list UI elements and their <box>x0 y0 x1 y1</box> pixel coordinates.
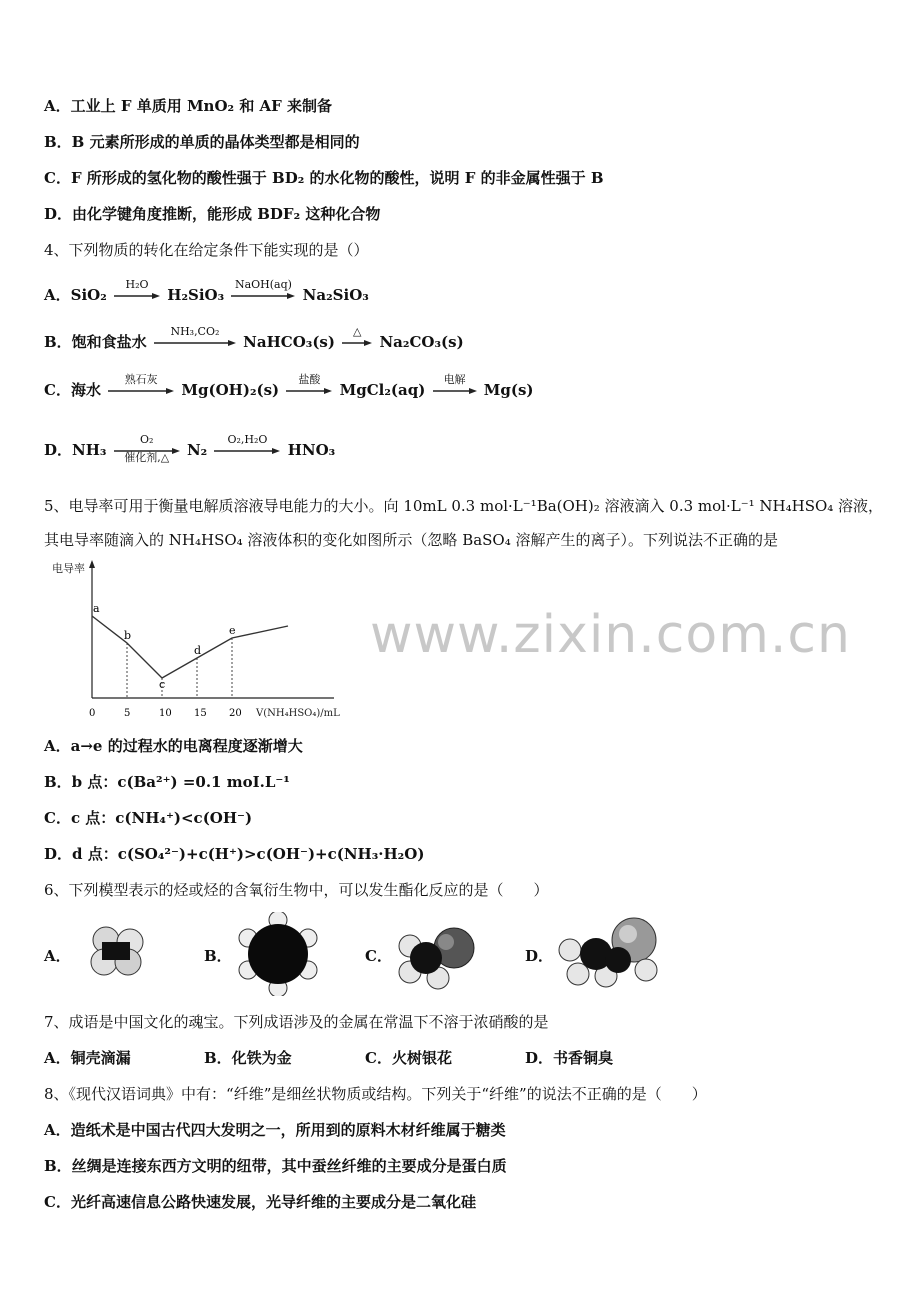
q6-option-d-label: D． <box>525 947 554 965</box>
reaction-arrow: 电解 <box>433 387 477 395</box>
point-label-d: d <box>194 644 202 657</box>
point-label-b: b <box>124 629 132 642</box>
q3-option-c: C．F 所形成的氢化物的酸性强于 BD₂ 的水化物的酸性，说明 F 的非金属性强于 B <box>44 169 604 187</box>
chart-ylabel: 电导率 <box>52 562 85 575</box>
q8-option-a: A．造纸术是中国古代四大发明之一，所用到的原料木材纤维属于糖类 <box>44 1121 506 1139</box>
q4-option-a: A．SiO₂ H₂O H₂SiO₃ NaOH(aq) Na₂SiO₃ <box>44 278 369 304</box>
reaction-arrow: NH₃,CO₂ <box>154 339 236 347</box>
reaction-arrow: O₂,H₂O <box>214 447 280 455</box>
y-axis-arrow <box>89 560 95 568</box>
reaction-arrow: 熟石灰 <box>108 387 174 395</box>
q7-stem: 7、成语是中国文化的魂宝。下列成语涉及的金属在常温下不溶于浓硝酸的是 <box>44 1013 549 1031</box>
x-ticks <box>89 708 242 719</box>
q4-option-b: B．饱和食盐水 NH₃,CO₂ NaHCO₃(s) △ Na₂CO₃(s) <box>44 325 464 351</box>
chart-xlabel: V(NH₄HSO₄)/mL <box>256 708 340 719</box>
q8-stem: 8、《现代汉语词典》中有：“纤维”是细丝状物质或结构。下列关于“纤维”的说法不正确的是（ ） <box>44 1085 707 1103</box>
q5-option-a: A．a→e 的过程水的电离程度逐渐增大 <box>44 737 303 755</box>
reaction-arrow: NaOH(aq) <box>231 292 295 300</box>
x-tick-label-20: 20 <box>229 708 242 719</box>
point-label-c: c <box>159 678 166 691</box>
q3-option-d: D．由化学键角度推断，能形成 BDF₂ 这种化合物 <box>44 205 381 223</box>
q3-option-b: B．B 元素所形成的单质的晶体类型都是相同的 <box>44 133 360 151</box>
molecule-model-b <box>236 912 320 996</box>
conductivity-curve <box>92 616 288 678</box>
q6-option-a-label: A． <box>44 947 71 965</box>
q5-option-c: C．c 点：c(NH₄⁺)<c(OH⁻) <box>44 809 253 827</box>
q4-option-c: C．海水 熟石灰 Mg(OH)₂(s) 盐酸 MgCl₂(aq) 电解 Mg(s) <box>44 373 534 399</box>
q5-stem-line2: 其电导率随滴入的 NH₄HSO₄ 溶液体积的变化如图所示（忽略 BaSO₄ 溶解产生的离子）。下列说法不正确的是 <box>44 531 779 549</box>
point-label-a: a <box>93 602 100 615</box>
x-tick-label-15: 15 <box>194 708 207 719</box>
q7-option-a: A．铜壳滴漏 <box>44 1049 131 1067</box>
reaction-arrow: O₂ 催化剂,△ <box>114 447 180 455</box>
conductivity-chart <box>44 558 374 728</box>
q7-option-b: B．化铁为金 <box>204 1049 292 1067</box>
x-tick-label-5: 5 <box>124 708 131 719</box>
molecule-model-c <box>396 920 486 990</box>
x-tick-label-0: 0 <box>89 708 96 719</box>
reaction-arrow: H₂O <box>114 292 160 300</box>
q6-stem: 6、下列模型表示的烃或烃的含氧衍生物中，可以发生酯化反应的是（ ） <box>44 881 549 899</box>
q7-option-c: C．火树银花 <box>365 1049 452 1067</box>
q3-option-a: A．工业上 F 单质用 MnO₂ 和 AF 来制备 <box>44 97 333 115</box>
q8-option-b: B．丝绸是连接东西方文明的纽带，其中蚕丝纤维的主要成分是蛋白质 <box>44 1157 507 1175</box>
x-tick-label-10: 10 <box>159 708 172 719</box>
q6-option-c-label: C． <box>365 947 392 965</box>
molecule-model-d <box>556 912 666 992</box>
q5-option-d: D．d 点：c(SO₄²⁻)+c(H⁺)>c(OH⁻)+c(NH₃·H₂O) <box>44 845 425 863</box>
q4-stem: 4、下列物质的转化在给定条件下能实现的是（） <box>44 241 369 259</box>
q4-option-d: D．NH₃ O₂ 催化剂,△ N₂ O₂,H₂O HNO₃ <box>44 433 336 464</box>
watermark: www.zixin.com.cn <box>370 605 851 665</box>
reaction-arrow: 盐酸 <box>286 387 332 395</box>
molecule-model-a <box>80 920 152 980</box>
point-labels <box>93 602 236 691</box>
q8-option-c: C．光纤高速信息公路快速发展，光导纤维的主要成分是二氧化硅 <box>44 1193 476 1211</box>
q7-option-d: D．书香铜臭 <box>525 1049 614 1067</box>
reaction-arrow: △ <box>342 339 372 347</box>
q6-option-b-label: B． <box>204 947 232 965</box>
q5-stem-line1: 5、电导率可用于衡量电解质溶液导电能力的大小。向 10mL 0.3 mol·L⁻¹Ba(OH)₂ 溶液滴入 0.3 mol·L⁻¹ NH₄HSO₄ 溶液， <box>44 497 884 515</box>
point-label-e: e <box>229 624 236 637</box>
q5-option-b: B．b 点：c(Ba²⁺) =0.1 moI.L⁻¹ <box>44 773 290 791</box>
